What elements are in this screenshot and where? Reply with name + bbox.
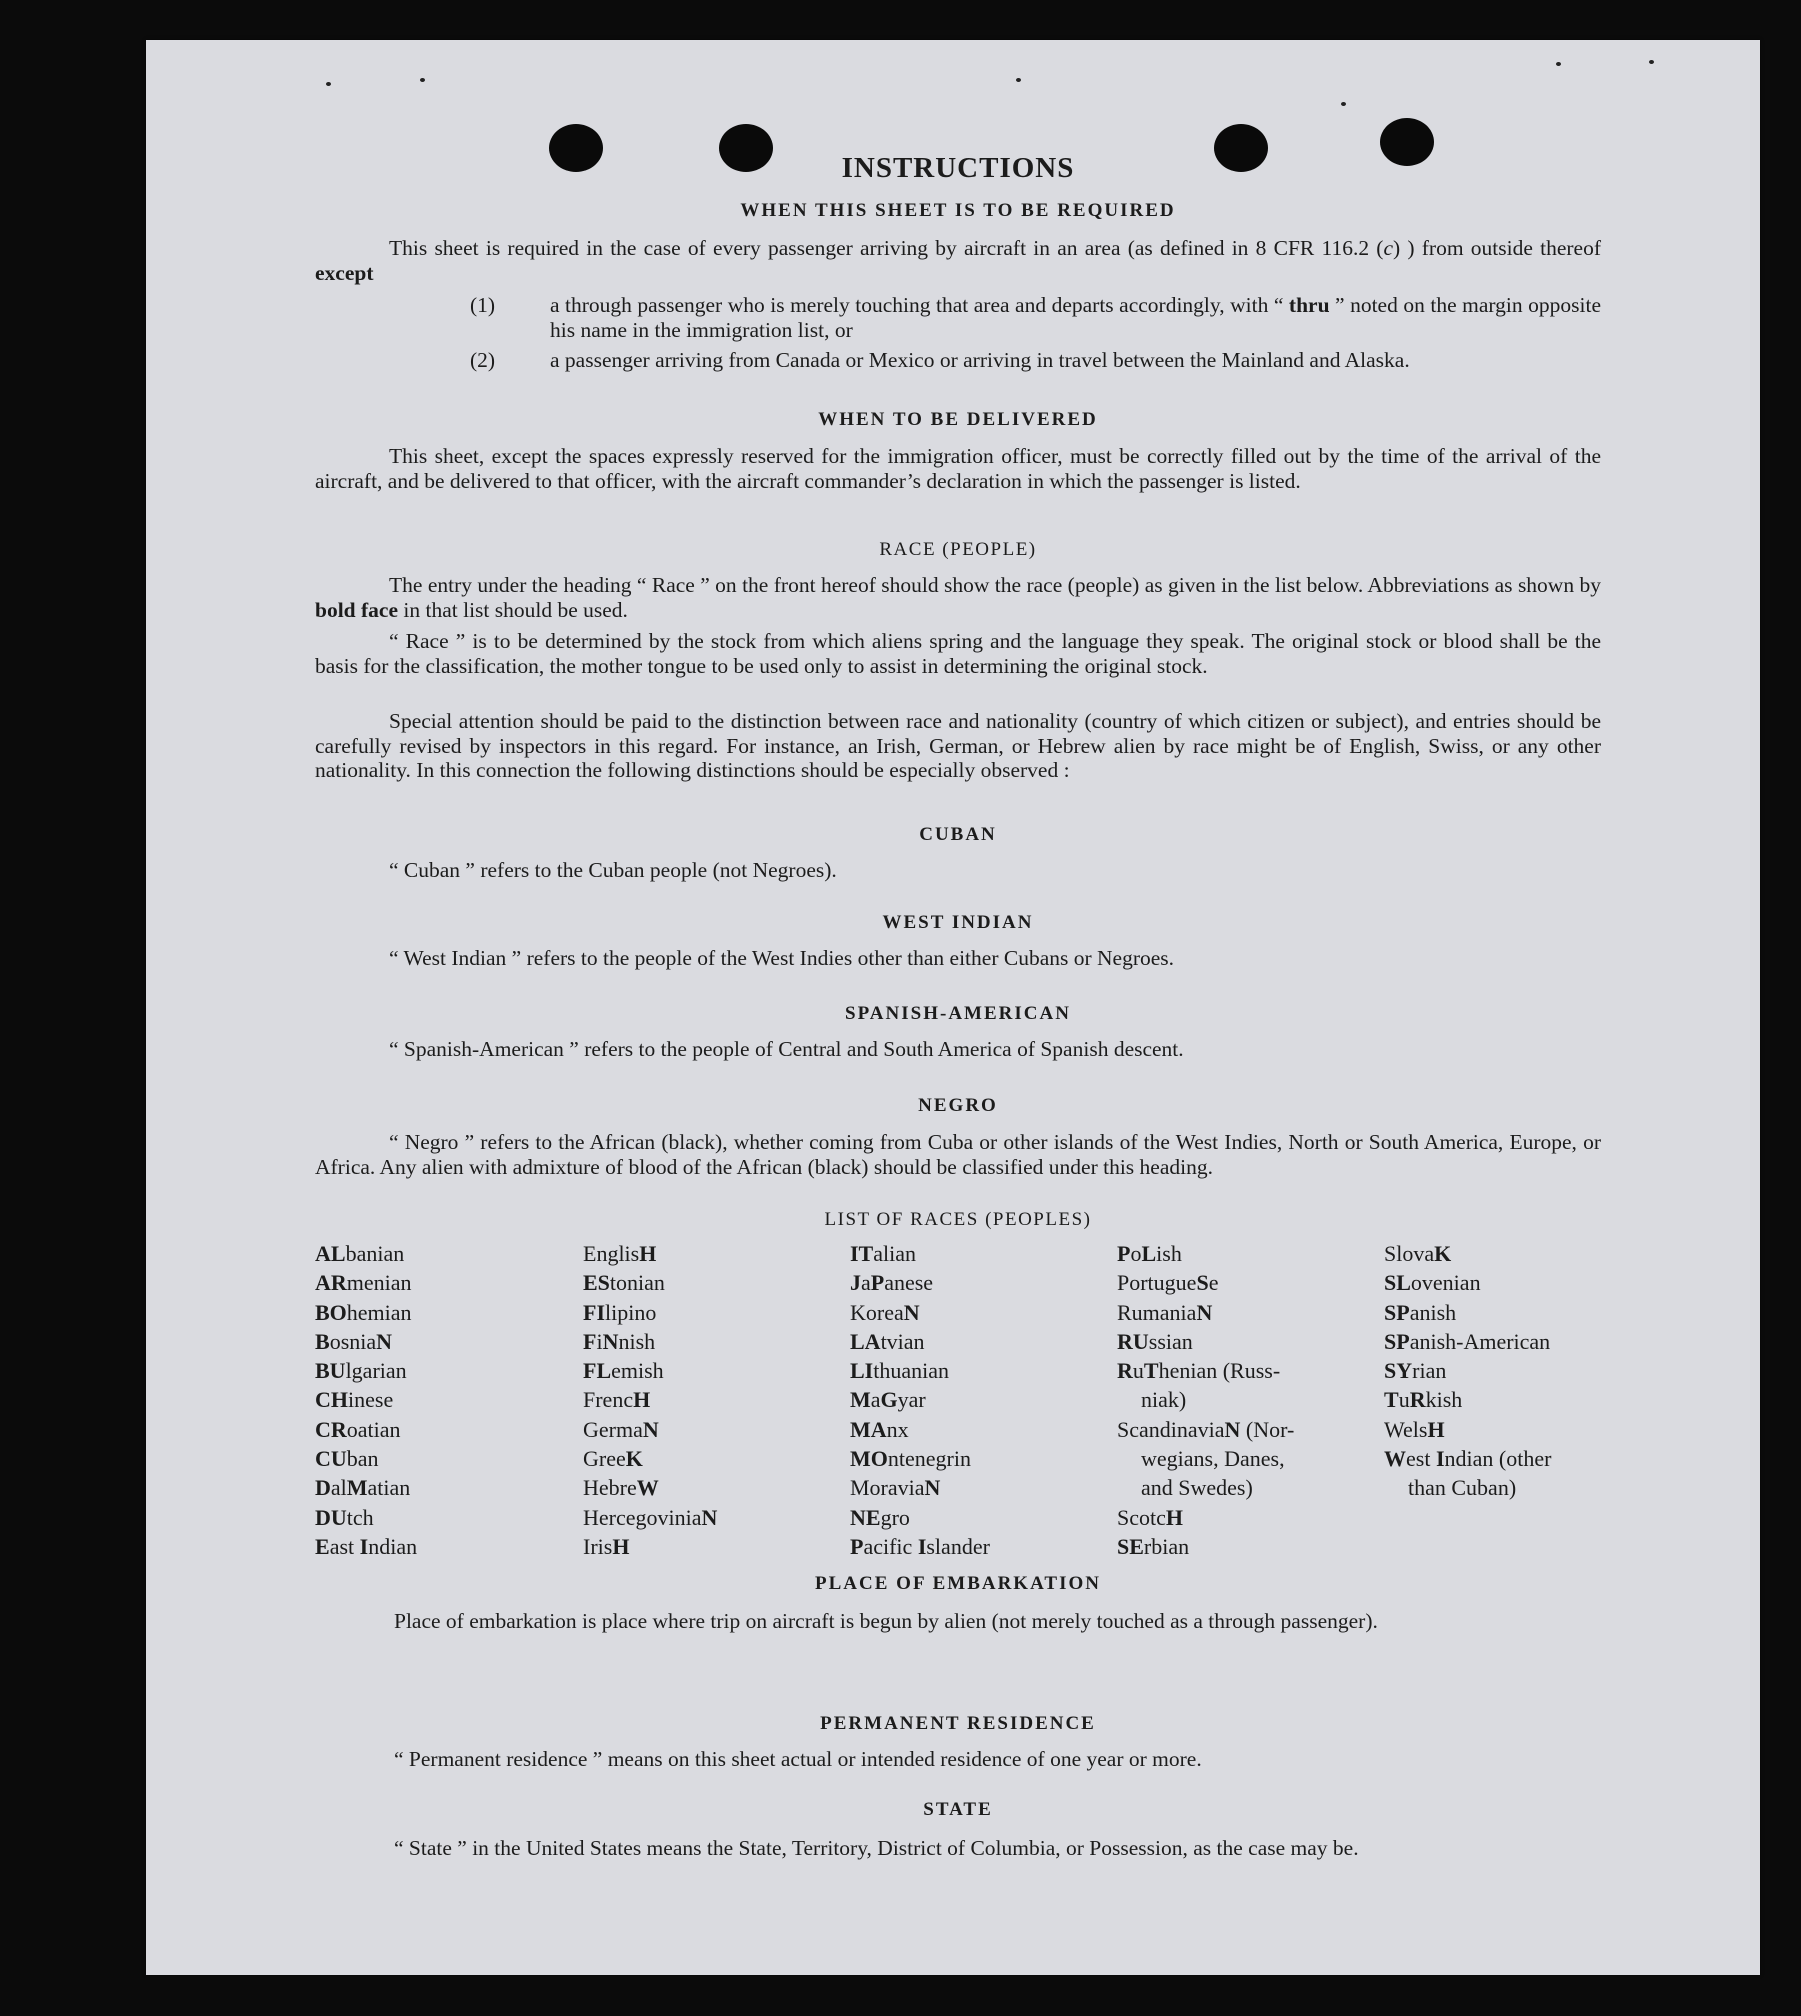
race-list-item: SErbian [1117, 1533, 1190, 1559]
race-list-item: HebreW [583, 1475, 659, 1501]
section-heading-spanish-american: SPANISH-AMERICAN [845, 1003, 1071, 1024]
race-list-item: SPanish-American [1384, 1328, 1551, 1354]
race-list-item: than Cuban) [1408, 1475, 1517, 1501]
race-list-item: ARmenian [315, 1270, 412, 1296]
race-list-item: SYrian [1384, 1358, 1447, 1384]
west-indian-text: “ West Indian ” refers to the people of the West Indies other than either Cubans or Negroes. [389, 946, 1175, 970]
section-heading-permanent-residence: PERMANENT RESIDENCE [820, 1713, 1096, 1734]
required-intro: This sheet is required in the case of every passenger arriving by aircraft in an area (as defined in 8 CFR 116.2 (c) ) from outside thereof except [315, 236, 1601, 285]
section-heading-race: RACE (PEOPLE) [879, 539, 1037, 560]
race-list-item: KoreaN [850, 1299, 920, 1325]
race-list-item: HercegoviniaN [583, 1504, 718, 1530]
races-column-2 [583, 1239, 717, 1561]
spanish-american-text: “ Spanish-American ” refers to the people of Central and South America of Spanish descent. [389, 1037, 1184, 1061]
section-heading-required: WHEN THIS SHEET IS TO BE REQUIRED [740, 200, 1176, 221]
race-list-item: MaGyar [850, 1387, 926, 1413]
race-list-item: IrisH [583, 1533, 630, 1559]
race-list-item: SlovaK [1384, 1241, 1452, 1266]
race-list-item: EStonian [583, 1270, 665, 1296]
race-list-item: PoLish [1117, 1241, 1182, 1266]
race-list-item: RumaniaN [1117, 1299, 1213, 1325]
race-list-item: FLemish [583, 1358, 664, 1384]
race-list-item: DUtch [315, 1504, 374, 1530]
race-list-item: EnglisH [583, 1241, 657, 1266]
race-list-item: MOntenegrin [850, 1446, 971, 1472]
delivered-text: This sheet, except the spaces expressly reserved for the immigration officer, must be correctly filled out by the time of the arrival of the aircraft, and be delivered to that officer, with the aircraft commander’s declaration in which the passenger is listed. [315, 444, 1601, 493]
race-list-item: GreeK [583, 1446, 643, 1472]
race-list-item: BosniaN [315, 1328, 393, 1354]
permanent-residence-text: “ Permanent residence ” means on this sheet actual or intended residence of one year or more. [394, 1747, 1202, 1771]
race-list-item: GermaN [583, 1416, 659, 1442]
race-list-item: SLovenian [1384, 1270, 1481, 1296]
embarkation-text: Place of embarkation is place where trip on aircraft is begun by alien (not merely touched as a through passenger). [394, 1609, 1378, 1633]
section-heading-list-of-races: LIST OF RACES (PEOPLES) [824, 1209, 1092, 1230]
race-list-item: TuRkish [1384, 1387, 1463, 1413]
speck [420, 78, 425, 82]
race-list-item: CRoatian [315, 1416, 401, 1442]
speck [1341, 102, 1346, 106]
section-heading-state: STATE [923, 1799, 993, 1820]
race-list-item: MoraviaN [850, 1475, 941, 1501]
race-list-item: CUban [315, 1446, 379, 1472]
race-list-item: Pacific Islander [850, 1533, 990, 1559]
race-paragraph-1: The entry under the heading “ Race ” on the front hereof should show the race (people) as given in the list below. Abbreviations as shown by bold face in that list should be used. [315, 573, 1601, 622]
race-list-item: wegians, Danes, [1141, 1446, 1285, 1472]
exception-item-2: (2) a passenger arriving from Canada or Mexico or arriving in travel between the Mainland and Alaska. [470, 348, 1410, 372]
section-heading-cuban: CUBAN [919, 824, 997, 845]
speck [326, 82, 331, 86]
race-list-item: FiNnish [583, 1328, 656, 1354]
race-list-item: FIlipino [583, 1299, 657, 1325]
section-heading-negro: NEGRO [918, 1095, 998, 1116]
exception-item-1: (1) a through passenger who is merely touching that area and departs accordingly, with “ thru ” noted on the margin opposite his name in the immigration list, or [470, 293, 1601, 342]
race-list-item: BOhemian [315, 1299, 412, 1325]
race-list-item: ITalian [850, 1241, 917, 1266]
race-list-item: WelsH [1384, 1416, 1445, 1442]
races-column-4 [1117, 1239, 1294, 1561]
race-list-item: JaPanese [850, 1270, 934, 1296]
speck [1556, 62, 1561, 66]
section-heading-embarkation: PLACE OF EMBARKATION [815, 1573, 1101, 1594]
race-list-item: and Swedes) [1141, 1475, 1253, 1501]
race-list-item: PortugueSe [1117, 1270, 1219, 1296]
race-list-item: MAnx [850, 1416, 909, 1442]
race-list-item: LIthuanian [850, 1358, 950, 1384]
races-column-5 [1384, 1239, 1551, 1503]
section-heading-delivered: WHEN TO BE DELIVERED [818, 409, 1098, 430]
speck [1016, 78, 1021, 82]
race-list-item: DalMatian [315, 1475, 411, 1501]
race-list-item: ScandinaviaN (Nor- [1117, 1416, 1295, 1442]
race-list-item: ScotcH [1117, 1504, 1184, 1530]
section-heading-west-indian: WEST INDIAN [882, 912, 1034, 933]
race-list-item: CHinese [315, 1387, 394, 1413]
race-list-item: LAtvian [850, 1328, 925, 1354]
negro-text: “ Negro ” refers to the African (black), whether coming from Cuba or other islands of the West Indies, North or South America, Europe, or Africa. Any alien with admixture of blood of the African (black) should be classified under this heading. [315, 1130, 1601, 1179]
race-list-item: ALbanian [315, 1241, 405, 1266]
race-list-item: SPanish [1384, 1299, 1457, 1325]
document-page [146, 40, 1760, 1975]
state-text: “ State ” in the United States means the State, Territory, District of Columbia, or Possession, as the case may be. [394, 1836, 1359, 1860]
race-list-item: RUssian [1117, 1328, 1193, 1354]
races-column-3 [850, 1239, 990, 1561]
race-list-item: RuThenian (Russ- [1117, 1358, 1281, 1384]
cuban-text: “ Cuban ” refers to the Cuban people (not Negroes). [389, 858, 837, 882]
races-column-1 [315, 1239, 417, 1561]
page-title: INSTRUCTIONS [841, 152, 1075, 184]
race-paragraph-3: Special attention should be paid to the distinction between race and nationality (country of which citizen or subject), and entries should be carefully revised by inspectors in this regard. For instance, an Irish, German, or Hebrew alien by race might be of English, Swiss, or any other nationality. In this connection the following distinctions should be especially observed : [315, 709, 1601, 782]
speck [1649, 60, 1654, 64]
race-paragraph-2: “ Race ” is to be determined by the stock from which aliens spring and the language they speak. The original stock or blood shall be the basis for the classification, the mother tongue to be used only to assist in determining the original stock. [315, 629, 1601, 678]
race-list-item: West Indian (other [1384, 1446, 1552, 1472]
race-list-item: NEgro [850, 1504, 910, 1530]
race-list-item: niak) [1141, 1387, 1187, 1413]
race-list-item: BUlgarian [315, 1358, 407, 1384]
race-list-item: FrencH [583, 1387, 651, 1413]
race-list-item: East Indian [315, 1533, 418, 1559]
